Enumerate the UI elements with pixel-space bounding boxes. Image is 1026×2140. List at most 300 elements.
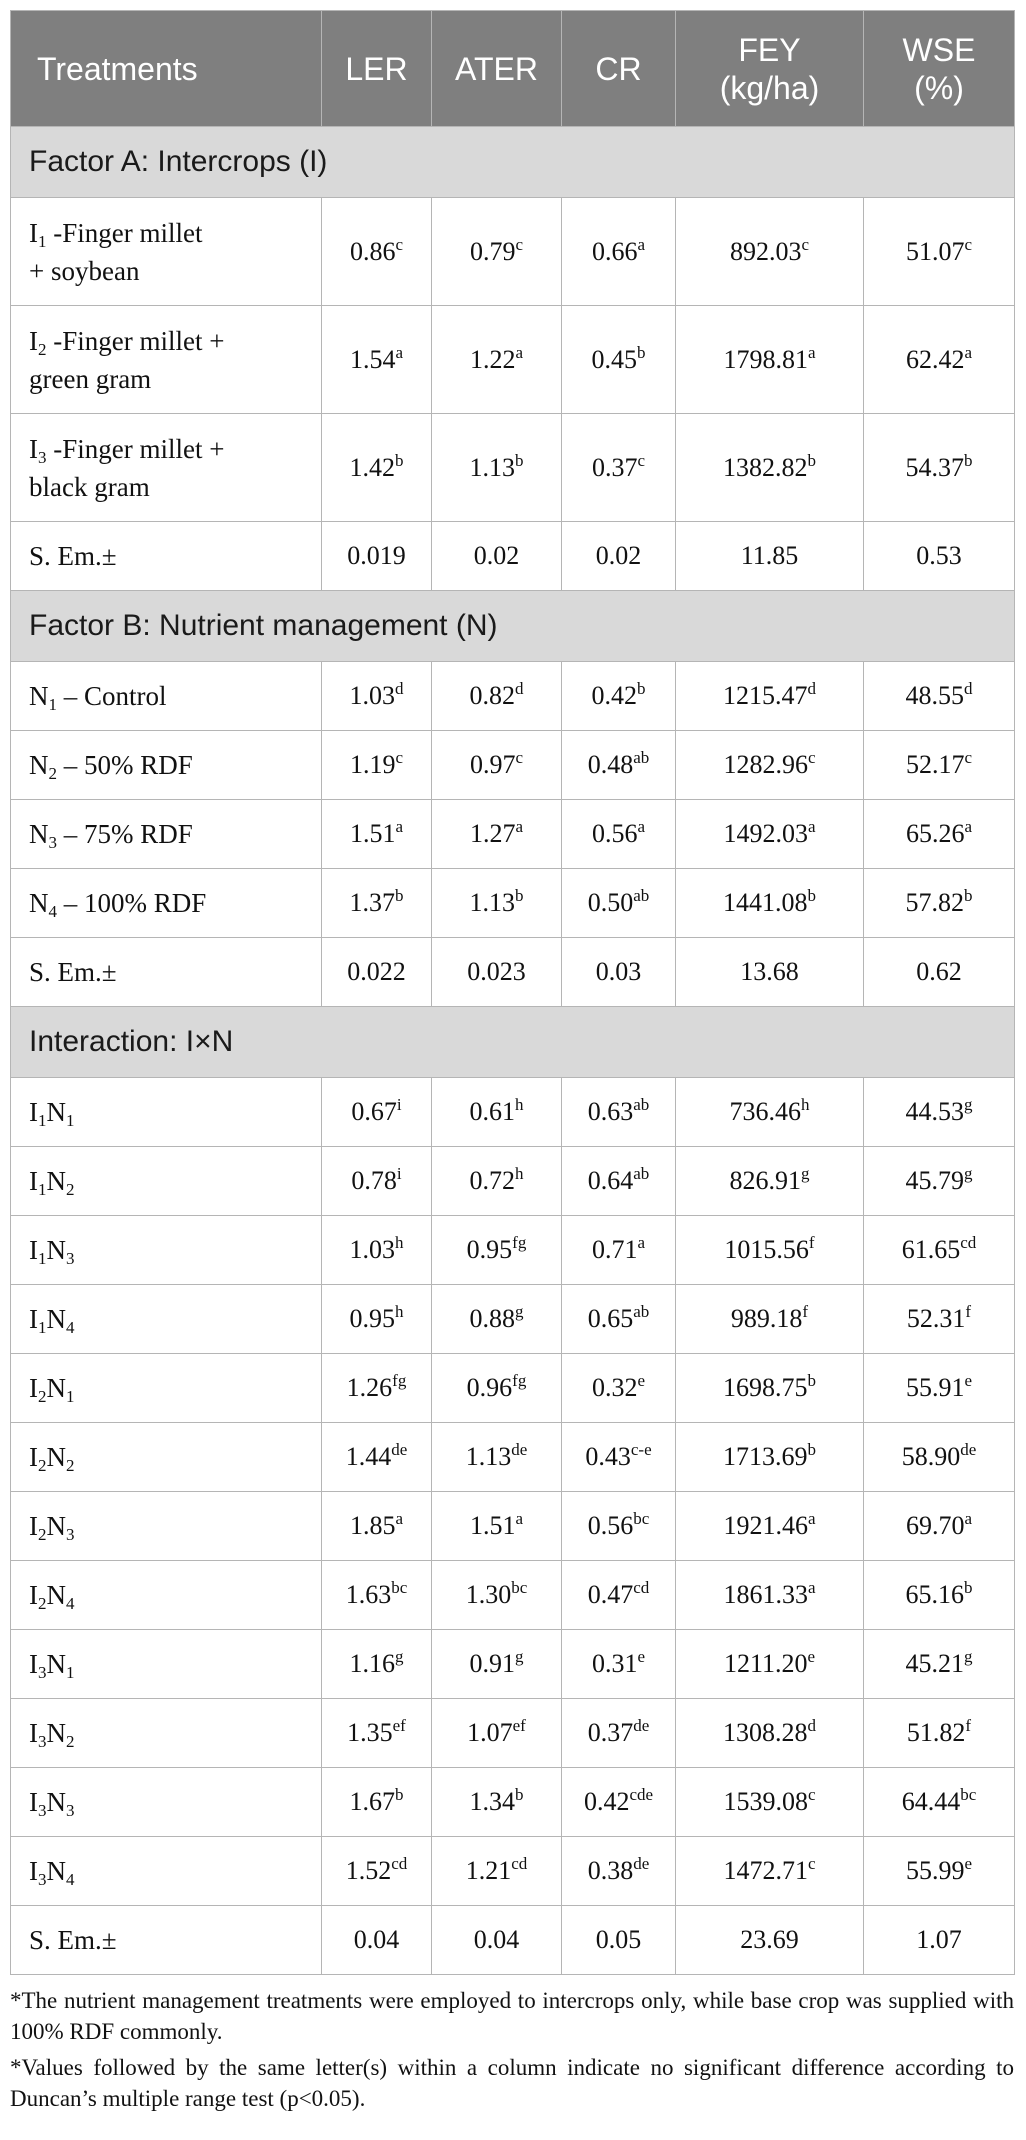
value-cell	[322, 800, 432, 869]
significance-letter: cd	[391, 1854, 408, 1873]
significance-letter: a	[395, 817, 404, 836]
sem-row	[11, 938, 1015, 1007]
table-row	[11, 414, 1015, 522]
label-subscript: 2	[38, 1593, 47, 1613]
significance-letter: c	[807, 748, 816, 767]
cell-value: 1.22	[469, 344, 516, 374]
value-cell	[864, 731, 1015, 800]
significance-letter: c	[637, 450, 646, 470]
label-text: -Finger millet + soybean	[29, 217, 203, 286]
cell-value: 62.42	[905, 344, 965, 374]
significance-letter: h	[515, 1095, 524, 1114]
significance-letter: a	[637, 234, 646, 254]
label-subscript: 1	[38, 1179, 47, 1199]
significance-letter: fg	[512, 1233, 527, 1252]
significance-letter: a	[807, 1509, 816, 1528]
value-cell	[432, 1630, 562, 1699]
treatment-label	[11, 1492, 322, 1561]
label-subscript: 1	[38, 1110, 47, 1130]
cell-value: 0.82	[469, 681, 515, 710]
value-cell	[432, 1492, 562, 1561]
sem-value: 11.85	[676, 522, 864, 591]
treatment-label	[11, 662, 322, 731]
significance-letter: b	[807, 1440, 816, 1459]
table-row	[11, 306, 1015, 414]
label-subscript: 3	[66, 1524, 75, 1544]
header-ater: ATER	[432, 11, 562, 127]
significance-letter: h	[515, 1164, 524, 1183]
cell-value: 0.61	[469, 1097, 515, 1126]
sem-value: 0.04	[322, 1906, 432, 1975]
cell-value: 1.21	[465, 1856, 512, 1885]
header-treatments: Treatments	[11, 11, 322, 127]
label-subscript: 2	[66, 1179, 75, 1199]
label-symbol: N	[46, 1717, 66, 1748]
value-cell	[322, 1768, 432, 1837]
label-subscript: 4	[66, 1317, 75, 1337]
cell-value: 0.56	[591, 819, 638, 848]
cell-value: 0.37	[591, 452, 638, 482]
table-row	[11, 1699, 1015, 1768]
value-cell	[562, 800, 676, 869]
value-cell	[676, 800, 864, 869]
value-cell	[676, 662, 864, 731]
cell-value: 1.35	[347, 1718, 393, 1747]
significance-letter: e	[637, 1647, 646, 1666]
value-cell	[676, 1285, 864, 1354]
treatment-label	[11, 1768, 322, 1837]
treatment-label	[11, 1699, 322, 1768]
significance-letter: a	[515, 342, 524, 362]
significance-letter: c	[964, 748, 973, 767]
significance-letter: b	[395, 1785, 404, 1804]
treatment-label	[11, 731, 322, 800]
label-symbol: I	[29, 1717, 38, 1748]
significance-letter: f	[802, 1302, 809, 1321]
cell-value: 1441.08	[723, 888, 808, 917]
value-cell	[322, 1423, 432, 1492]
significance-letter: ab	[633, 886, 650, 905]
cell-value: 1.30	[465, 1580, 512, 1609]
cell-value: 69.70	[905, 1511, 965, 1540]
significance-letter: h	[801, 1095, 810, 1114]
cell-value: 1.54	[349, 344, 396, 374]
label-symbol: N	[46, 1372, 66, 1403]
cell-value: 45.79	[905, 1166, 964, 1195]
cell-value: 45.21	[905, 1649, 964, 1678]
table-row	[11, 1837, 1015, 1906]
value-cell	[562, 1561, 676, 1630]
label-subscript: 2	[38, 339, 47, 359]
section-row	[11, 127, 1015, 198]
label-symbol: N	[46, 1096, 66, 1127]
significance-letter: g	[395, 1647, 404, 1666]
sem-value: 0.03	[562, 938, 676, 1007]
table-row	[11, 1354, 1015, 1423]
cell-value: 0.66	[591, 236, 638, 266]
value-cell	[432, 662, 562, 731]
cell-value: 1.85	[349, 1511, 396, 1540]
cell-value: 52.17	[905, 750, 965, 779]
cell-value: 0.42	[591, 681, 637, 710]
label-symbol: I	[29, 1303, 38, 1334]
label-symbol: I	[29, 1096, 38, 1127]
significance-letter: a	[807, 342, 816, 362]
label-symbol: I	[29, 1165, 38, 1196]
sem-value: 0.04	[432, 1906, 562, 1975]
label-subscript: 1	[38, 1317, 47, 1337]
value-cell	[562, 306, 676, 414]
label-symbol: I	[29, 1855, 38, 1886]
significance-letter: b	[515, 450, 524, 470]
label-symbol: N	[46, 1303, 66, 1334]
header-wse: WSE (%)	[864, 11, 1015, 127]
label-symbol: N	[46, 1648, 66, 1679]
cell-value: 1.67	[349, 1787, 395, 1816]
label-text: -Finger millet + green gram	[29, 325, 225, 394]
label-symbol: I	[29, 1372, 38, 1403]
value-cell	[432, 1354, 562, 1423]
value-cell	[676, 1354, 864, 1423]
cell-value: 0.42	[583, 1787, 630, 1816]
significance-letter: de	[633, 1716, 650, 1735]
cell-value: 989.18	[730, 1304, 803, 1333]
table-row	[11, 800, 1015, 869]
significance-letter: a	[515, 817, 524, 836]
table-figure	[10, 10, 1014, 2119]
treatment-label	[11, 1837, 322, 1906]
value-cell	[322, 1492, 432, 1561]
cell-value: 1798.81	[723, 344, 808, 374]
label-symbol: I	[29, 325, 38, 356]
value-cell	[432, 198, 562, 306]
cell-value: 892.03	[729, 236, 802, 266]
value-cell	[676, 1630, 864, 1699]
value-cell	[432, 1699, 562, 1768]
value-cell	[864, 662, 1015, 731]
value-cell	[432, 1561, 562, 1630]
label-subscript: 1	[38, 231, 47, 251]
sem-value: 1.07	[864, 1906, 1015, 1975]
sem-value: 0.022	[322, 938, 432, 1007]
significance-letter: ab	[633, 748, 650, 767]
label-subscript: 2	[66, 1455, 75, 1475]
section-title: Factor A: Intercrops (I)	[11, 127, 1015, 198]
cell-value: 0.32	[591, 1373, 638, 1402]
cell-value: 1.03	[349, 681, 395, 710]
cell-value: 1.51	[349, 819, 396, 848]
significance-letter: bc	[391, 1578, 408, 1597]
value-cell	[432, 731, 562, 800]
significance-letter: fg	[512, 1371, 527, 1390]
value-cell	[864, 1492, 1015, 1561]
significance-letter: c	[395, 748, 404, 767]
value-cell	[676, 1492, 864, 1561]
significance-letter: c	[807, 1785, 816, 1804]
significance-letter: c	[515, 234, 524, 254]
label-text: -Finger millet + black gram	[29, 433, 225, 502]
significance-letter: cde	[629, 1785, 654, 1804]
label-text: – 50% RDF	[57, 749, 193, 780]
value-cell	[322, 1630, 432, 1699]
significance-letter: bc	[960, 1785, 977, 1804]
value-cell	[864, 1147, 1015, 1216]
significance-letter: d	[807, 679, 816, 698]
significance-letter: i	[396, 1095, 402, 1114]
treatment-label	[11, 1216, 322, 1285]
sem-value: 23.69	[676, 1906, 864, 1975]
label-symbol: N	[46, 1510, 66, 1541]
table-body	[11, 127, 1015, 1975]
label-symbol: I	[29, 1510, 38, 1541]
label-subscript: 1	[38, 1248, 47, 1268]
significance-letter: d	[515, 679, 524, 698]
significance-letter: a	[395, 1509, 404, 1528]
value-cell	[322, 1837, 432, 1906]
label-subscript: 3	[48, 832, 57, 852]
cell-value: 65.26	[905, 819, 965, 848]
value-cell	[562, 1630, 676, 1699]
significance-letter: g	[515, 1647, 524, 1666]
significance-letter: e	[964, 1371, 973, 1390]
treatment-label	[11, 1354, 322, 1423]
label-subscript: 3	[38, 1869, 47, 1889]
label-subscript: 2	[38, 1524, 47, 1544]
cell-value: 1.07	[467, 1718, 513, 1747]
treatment-label	[11, 1423, 322, 1492]
sem-value: 0.02	[562, 522, 676, 591]
value-cell	[322, 1078, 432, 1147]
cell-value: 1713.69	[723, 1442, 808, 1471]
cell-value: 1308.28	[723, 1718, 808, 1747]
significance-letter: a	[964, 342, 973, 362]
value-cell	[562, 1147, 676, 1216]
significance-letter: b	[637, 679, 646, 698]
significance-letter: b	[807, 886, 816, 905]
label-text: – 75% RDF	[57, 818, 193, 849]
label-subscript: 2	[38, 1386, 47, 1406]
section-row	[11, 1007, 1015, 1078]
cell-value: 0.45	[591, 344, 637, 374]
cell-value: 1492.03	[723, 819, 808, 848]
value-cell	[864, 1285, 1015, 1354]
cell-value: 55.99	[905, 1856, 965, 1885]
label-subscript: 2	[48, 763, 57, 783]
cell-value: 64.44	[901, 1787, 961, 1816]
cell-value: 1215.47	[723, 681, 808, 710]
label-subscript: 4	[66, 1869, 75, 1889]
cell-value: 1.19	[349, 750, 396, 779]
label-symbol: N	[46, 1441, 66, 1472]
header-row	[11, 11, 1015, 127]
significance-letter: c	[395, 234, 404, 254]
treatment-label	[11, 198, 322, 306]
label-subscript: 1	[66, 1110, 75, 1130]
significance-letter: d	[964, 679, 973, 698]
significance-letter: ab	[633, 1095, 650, 1114]
cell-value: 0.63	[587, 1097, 634, 1126]
label-symbol: N	[29, 887, 49, 918]
table-row	[11, 1561, 1015, 1630]
significance-letter: ef	[512, 1716, 526, 1735]
value-cell	[322, 306, 432, 414]
value-cell	[432, 1147, 562, 1216]
value-cell	[322, 1699, 432, 1768]
treatment-label	[11, 1285, 322, 1354]
table-row	[11, 1492, 1015, 1561]
value-cell	[562, 414, 676, 522]
cell-value: 1382.82	[723, 452, 808, 482]
sem-row	[11, 1906, 1015, 1975]
label-subscript: 2	[66, 1731, 75, 1751]
cell-value: 1.63	[345, 1580, 392, 1609]
value-cell	[562, 1423, 676, 1492]
sem-value: 0.53	[864, 522, 1015, 591]
significance-letter: a	[637, 1233, 646, 1252]
table-row	[11, 731, 1015, 800]
cell-value: 0.72	[469, 1166, 515, 1195]
cell-value: 0.38	[587, 1856, 634, 1885]
value-cell	[562, 1285, 676, 1354]
table-row	[11, 1423, 1015, 1492]
label-subscript: 3	[66, 1800, 75, 1820]
label-subscript: 1	[48, 694, 57, 714]
cell-value: 0.50	[587, 888, 634, 917]
label-symbol: I	[29, 1441, 38, 1472]
significance-letter: de	[633, 1854, 650, 1873]
cell-value: 1.52	[345, 1856, 392, 1885]
value-cell	[562, 1699, 676, 1768]
significance-letter: c	[807, 1854, 816, 1873]
cell-value: 1.27	[469, 819, 516, 848]
significance-letter: e	[807, 1647, 816, 1666]
sem-value: 0.019	[322, 522, 432, 591]
value-cell	[322, 1561, 432, 1630]
sem-label: S. Em.±	[11, 1906, 322, 1975]
significance-letter: a	[395, 342, 404, 362]
cell-value: 52.31	[906, 1304, 966, 1333]
significance-letter: f	[965, 1716, 972, 1735]
table-row	[11, 1078, 1015, 1147]
significance-letter: h	[395, 1302, 404, 1321]
significance-letter: bc	[511, 1578, 528, 1597]
cell-value: 58.90	[901, 1442, 961, 1471]
value-cell	[562, 662, 676, 731]
significance-letter: g	[515, 1302, 524, 1321]
label-symbol: N	[46, 1855, 66, 1886]
label-symbol: I	[29, 1786, 38, 1817]
cell-value: 0.67	[351, 1097, 397, 1126]
significance-letter: fg	[392, 1371, 407, 1390]
significance-letter: de	[391, 1440, 408, 1459]
label-subscript: 4	[48, 901, 57, 921]
table-row	[11, 1216, 1015, 1285]
significance-letter: g	[964, 1095, 973, 1114]
treatment-label	[11, 306, 322, 414]
significance-letter: cd	[960, 1233, 977, 1252]
value-cell	[432, 1216, 562, 1285]
cell-value: 1.34	[469, 1787, 515, 1816]
value-cell	[676, 731, 864, 800]
cell-value: 0.95	[349, 1304, 395, 1333]
sem-label: S. Em.±	[11, 938, 322, 1007]
value-cell	[432, 1423, 562, 1492]
significance-letter: d	[395, 679, 404, 698]
significance-letter: b	[515, 886, 524, 905]
value-cell	[432, 1285, 562, 1354]
significance-letter: g	[964, 1164, 973, 1183]
value-cell	[864, 1561, 1015, 1630]
value-cell	[864, 1630, 1015, 1699]
significance-letter: b	[964, 450, 973, 470]
label-symbol: N	[46, 1579, 66, 1610]
treatment-label	[11, 1147, 322, 1216]
label-subscript: 1	[66, 1662, 75, 1682]
footnote: *Values followed by the same letter(s) within a column indicate no significant difference according to Duncan’s multiple range test (p<0.05).	[10, 2055, 1014, 2111]
value-cell	[322, 731, 432, 800]
label-symbol: N	[29, 680, 49, 711]
cell-value: 0.86	[349, 236, 396, 266]
header-fey: FEY (kg/ha)	[676, 11, 864, 127]
header-ler: LER	[322, 11, 432, 127]
cell-value: 0.78	[351, 1166, 397, 1195]
cell-value: 1.16	[349, 1649, 395, 1678]
significance-letter: b	[515, 1785, 524, 1804]
value-cell	[432, 1837, 562, 1906]
significance-letter: ef	[392, 1716, 406, 1735]
section-row	[11, 591, 1015, 662]
significance-letter: de	[511, 1440, 528, 1459]
label-symbol: N	[29, 749, 49, 780]
label-text: – Control	[57, 680, 167, 711]
table-footnotes	[10, 1985, 1014, 2114]
value-cell	[676, 198, 864, 306]
value-cell	[322, 869, 432, 938]
value-cell	[322, 1354, 432, 1423]
value-cell	[562, 1837, 676, 1906]
value-cell	[676, 1699, 864, 1768]
label-symbol: I	[29, 1648, 38, 1679]
cell-value: 0.43	[585, 1442, 631, 1471]
label-symbol: I	[29, 1234, 38, 1265]
value-cell	[562, 731, 676, 800]
label-subscript: 3	[38, 1731, 47, 1751]
table-row	[11, 1630, 1015, 1699]
cell-value: 1.26	[346, 1373, 393, 1402]
value-cell	[432, 1078, 562, 1147]
significance-letter: a	[807, 817, 816, 836]
significance-letter: a	[964, 817, 973, 836]
significance-letter: c-e	[630, 1440, 652, 1459]
value-cell	[676, 414, 864, 522]
value-cell	[322, 414, 432, 522]
value-cell	[676, 1216, 864, 1285]
cell-value: 1472.71	[723, 1856, 808, 1885]
value-cell	[432, 306, 562, 414]
value-cell	[562, 869, 676, 938]
value-cell	[864, 414, 1015, 522]
label-subscript: 3	[38, 1800, 47, 1820]
cell-value: 65.16	[905, 1580, 964, 1609]
significance-letter: i	[396, 1164, 402, 1183]
value-cell	[864, 198, 1015, 306]
cell-value: 51.82	[906, 1718, 966, 1747]
cell-value: 1282.96	[723, 750, 808, 779]
significance-letter: f	[808, 1233, 815, 1252]
cell-value: 0.56	[587, 1511, 634, 1540]
sem-label: S. Em.±	[11, 522, 322, 591]
cell-value: 57.82	[905, 888, 964, 917]
